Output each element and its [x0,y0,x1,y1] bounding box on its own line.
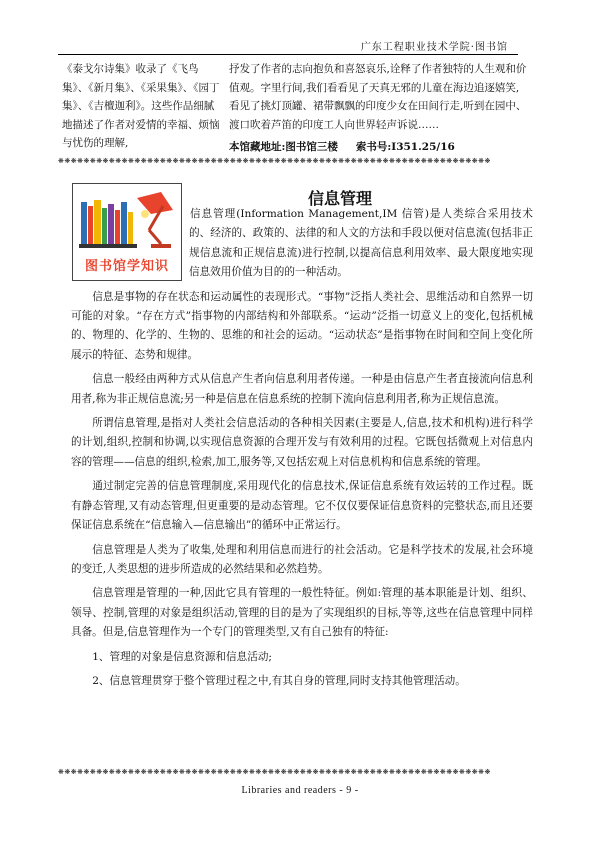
top-left-text: 《泰戈尔诗集》收录了《飞鸟集》、《新月集》、《采果集》、《园丁集》、《吉檀迦利》。这些作品细腻地描述了作者对爱情的幸福、烦恼与忧伤的理解, [62,63,220,149]
paragraph-6: 信息管理是人类为了收集,处理和利用信息而进行的社会活动。它是科学技术的发展,社会环境的变迁,人类思想的进步所造成的必然结果和必然趋势。 [71,543,533,575]
footer [0,785,600,796]
page-number: - 9 - [339,785,359,796]
logo-caption: 图书馆学知识 [84,259,169,274]
top-right-column [229,60,529,157]
paragraph-3: 信息一般经由两种方式从信息产生者向信息利用者传递。一种是由信息产生者直接流向信息利用者,称为非正规信息流;另一种是信息在信息系统的控制下流向信息利用者,称为正规信息流。 [71,373,533,405]
star-divider-top: ❋❋❋❋❋❋❋❋❋❋❋❋❋❋❋❋❋❋❋❋❋❋❋❋❋❋❋❋❋❋❋❋❋❋❋❋❋❋❋❋❋❋❋❋❋❋❋❋❋❋❋❋❋❋❋❋❋❋❋❋❋❋❋❋❋❋❋❋ [58,157,491,165]
header-title: 广东工程职业技术学院·图书馆 [360,42,508,53]
star-divider-bottom: ❋❋❋❋❋❋❋❋❋❋❋❋❋❋❋❋❋❋❋❋❋❋❋❋❋❋❋❋❋❋❋❋❋❋❋❋❋❋❋❋❋❋❋❋❋❋❋❋❋❋❋❋❋❋❋❋❋❋❋❋❋❋❋❋❋❋❋❋ [58,768,491,776]
book-location [229,138,529,157]
location-label: 本馆藏地址: [229,141,286,153]
list-item-2: 2、信息管理贯穿于整个管理过程之中,有其自身的管理,同时支持其他管理活动。 [92,674,466,687]
paragraph-5: 通过制定完善的信息管理制度,采用现代化的信息技术,保证信息系统有效运转的工作过程。既有静态管理,又有动态管理,但更重要的是动态管理。它不仅仅要保证信息资料的完整状态,而且还要保证信息系统在“信息输入—信息输出”的循环中正常运行。 [71,480,533,532]
call-number-value: I351.25/16 [391,141,455,153]
header-rule [58,54,518,55]
paragraph-1 [71,205,533,283]
paragraph-4: 所谓信息管理,是指对人类社会信息活动的各种相关因素(主要是人,信息,技术和机构)进行科学的计划,组织,控制和协调,以实现信息资源的合理开发与有效利用的过程。它既包括微观上对信息内容的管理——信息的组织,检索,加工,服务等,又包括宏观上对信息机构和信息系统的管理。 [71,417,533,468]
paragraph-7: 信息管理是管理的一种,因此它具有管理的一般性特征。例如:管理的基本职能是计划、组织、领导、控制,管理的对象是组织活动,管理的目的是为了实现组织的目标,等等,这些在信息管理中同样具备。但是,信息管理作为一个专门的管理类型,又有自己独有的特征: [71,587,533,639]
call-number-label: 索书号: [355,141,392,153]
section-title: 信息管理 [307,189,372,208]
top-right-text: 抒发了作者的志向抱负和喜怒哀乐,诠释了作者独特的人生观和价值观。字里行间,我们看看见了天真无邪的儿童在海边追逐嬉笑,看见了挑灯顶罐、裙带飘飘的印度少女在田间行走,听到在园中、渡口吹着芦笛的印度工人向世界轻声诉说…… [229,63,527,131]
paragraph-2: 信息是事物的存在状态和运动属性的表现形式。“事物”泛指人类社会、思维活动和自然界一切可能的对象。“存在方式”指事物的内部结构和外部联系。“运动”泛指一切意义上的变化,包括机械的、物理的、化学的、生物的、思维的和社会的运动。“运动状态”是指事物在时间和空间上变化所展示的特征、态势和规律。 [71,290,533,361]
paragraph-1-text: 信息管理(Information Management,IM 信管)是人类综合采用技术的、经济的、政策的、法律的和人文的方法和手段以便对信息流(包括非正规信息流和正规信息流)进行控制,以提高信息利用效率、最大限度地实现信息效用价值为目的的一种活动。 [189,208,533,279]
list-item-1: 1、管理的对象是信息资源和信息活动; [92,650,272,663]
location-value: 图书馆三楼 [285,141,338,153]
article-body [71,205,533,696]
footer-title: Libraries and readers [241,785,337,796]
